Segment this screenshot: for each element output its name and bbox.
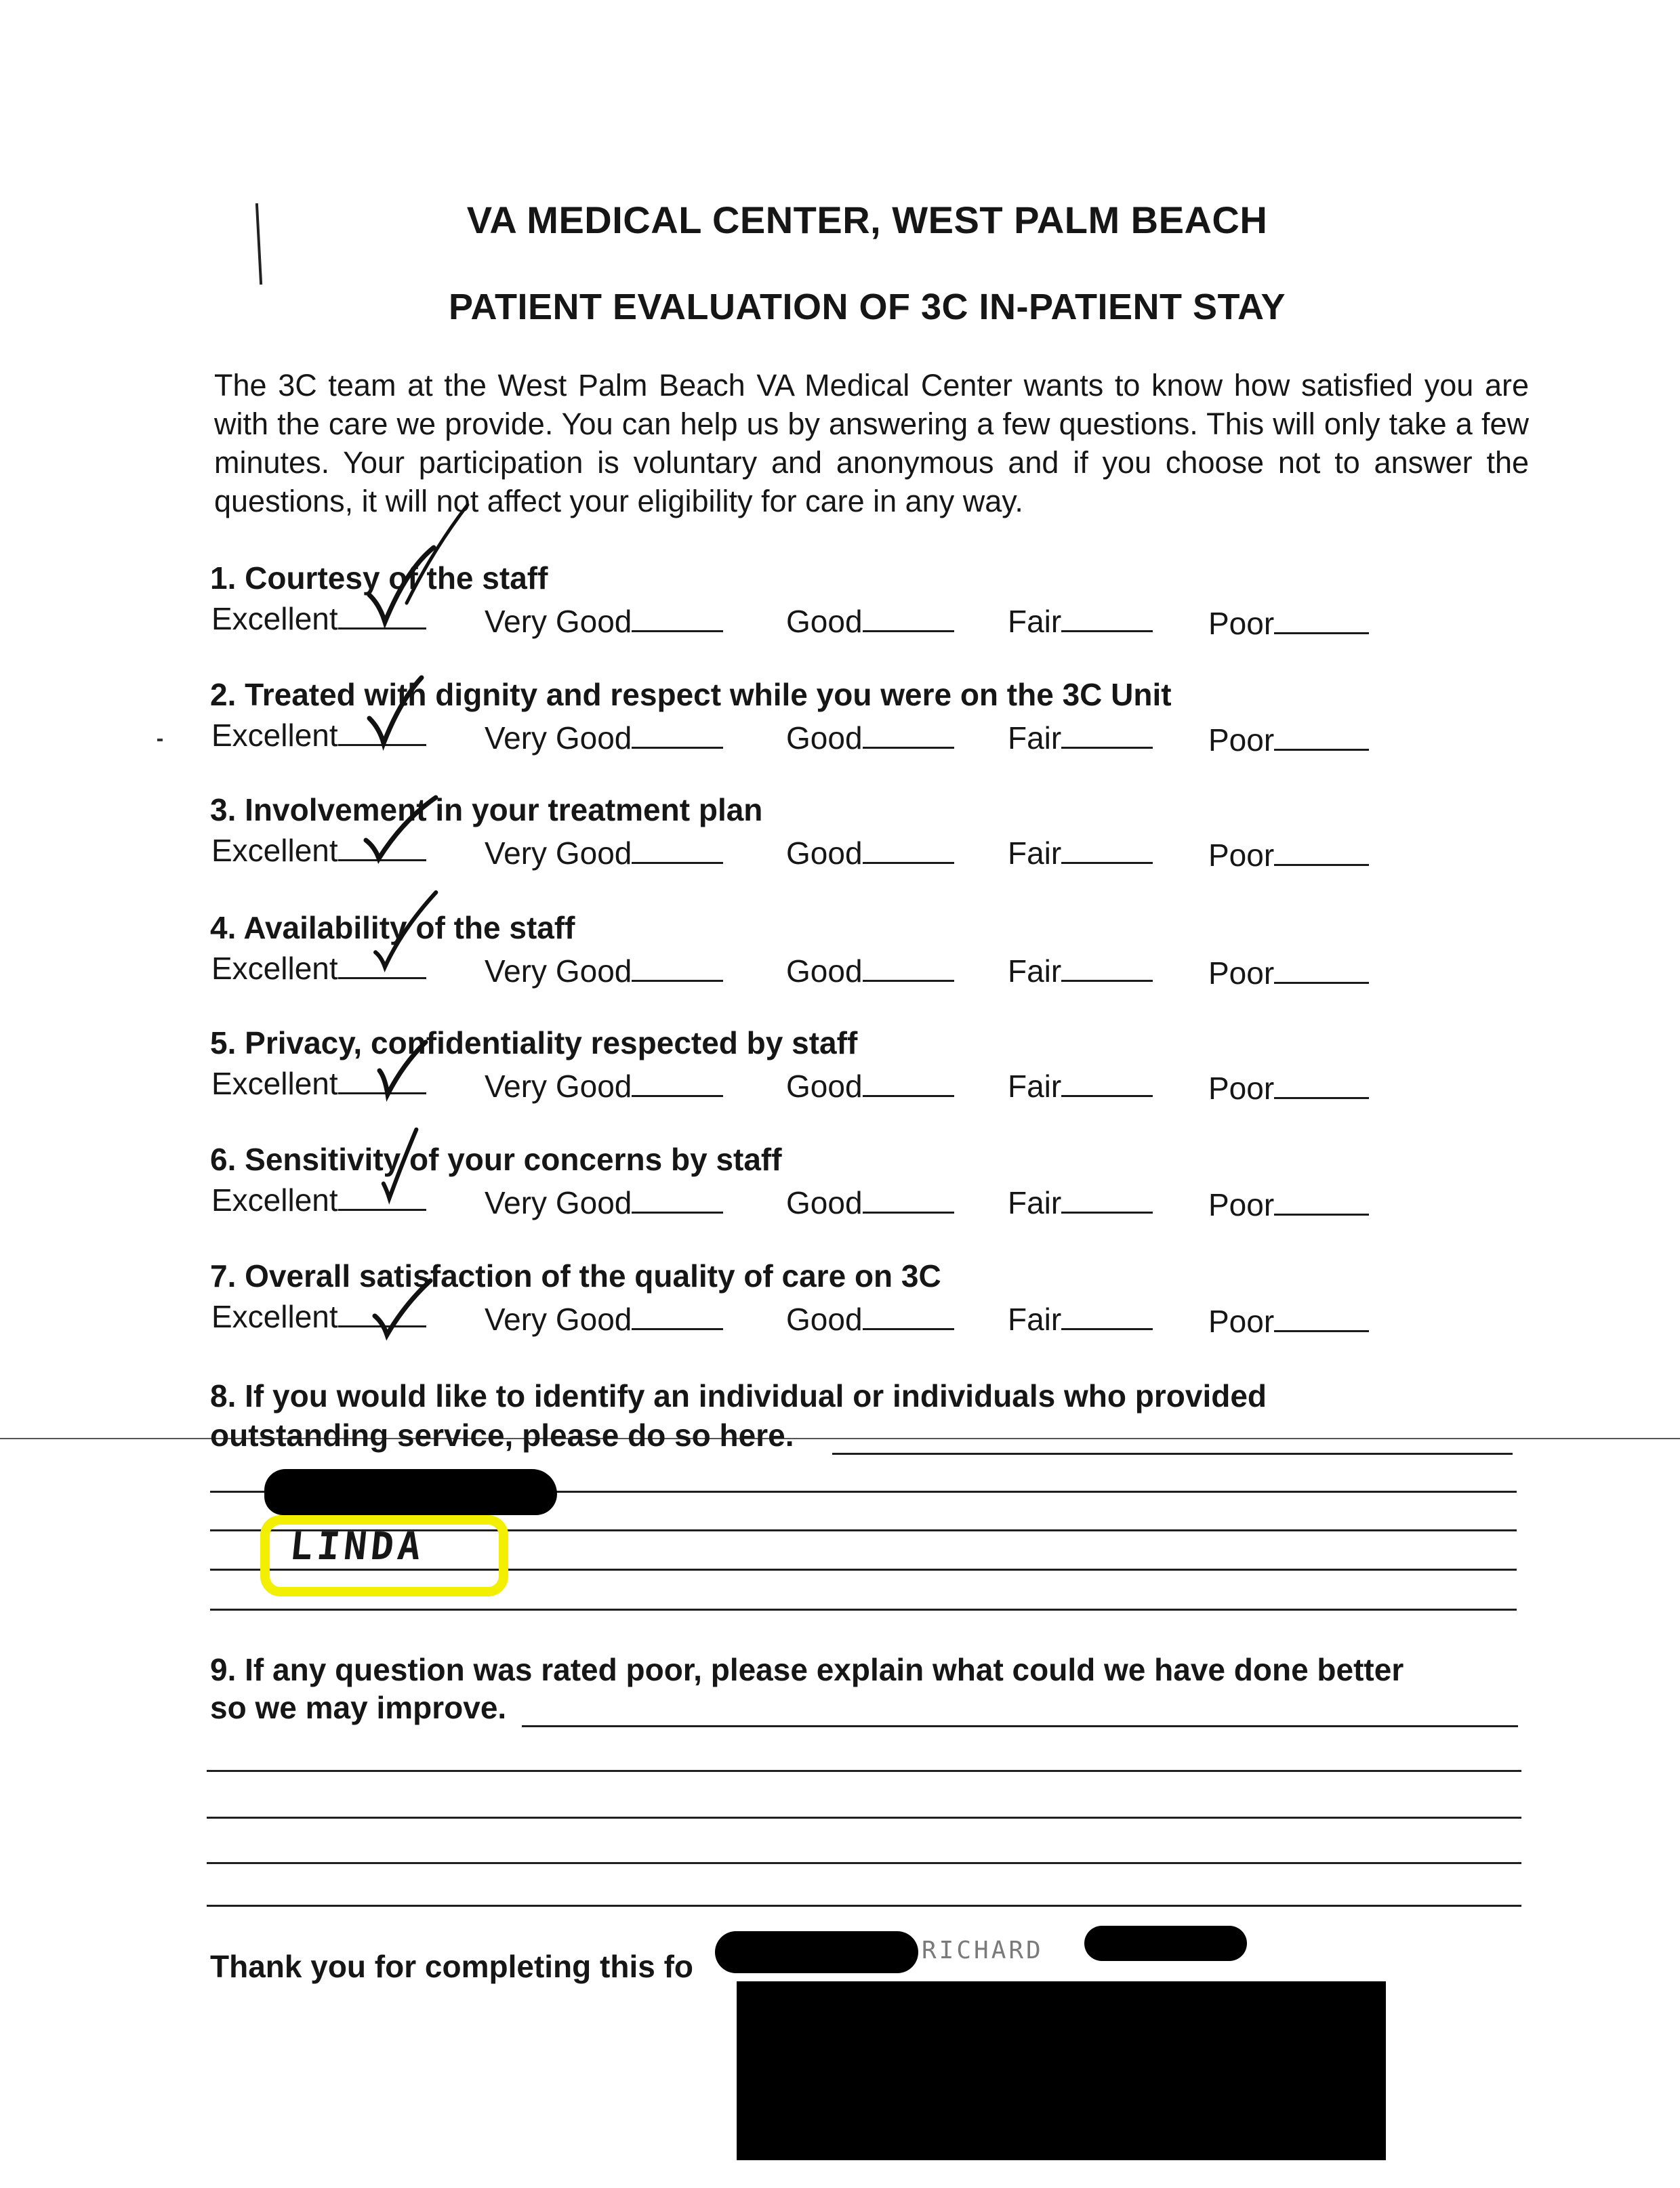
q3-poor[interactable] [1208,837,1369,873]
option-label: Very Good [485,1185,632,1220]
answer-line[interactable] [832,1453,1513,1455]
form-subtitle: PATIENT EVALUATION OF 3C IN-PATIENT STAY [448,287,1286,327]
option-label: Poor [1208,722,1275,758]
question-1-label: 1. Courtesy of the staff [210,560,548,596]
answer-line[interactable] [207,1817,1521,1819]
checkmark-icon [366,1030,454,1118]
q6-poor[interactable] [1208,1186,1369,1223]
question-2-label: 2. Treated with dignity and respect while you were on the 3C Unit [210,677,1172,712]
option-label: Excellent [211,1182,338,1218]
option-label: Good [786,604,863,639]
redaction-bar [715,1931,918,1973]
question-5-label: 5. Privacy, confidentiality respected by staff [210,1025,858,1060]
q6-very-good[interactable] [485,1184,723,1221]
option-label: Poor [1208,1304,1275,1339]
form-title: VA MEDICAL CENTER, WEST PALM BEACH [466,199,1268,241]
q7-poor[interactable] [1208,1303,1369,1340]
question-9-line-1: 9. If any question was rated poor, please explain what could we have done better [210,1652,1404,1687]
q6-fair[interactable] [1008,1184,1153,1221]
answer-line[interactable] [522,1725,1518,1727]
checkmark-icon [363,888,451,976]
thank-you-text: Thank you for completing this fo [210,1949,693,1984]
q1-good[interactable] [786,603,954,640]
option-label: Excellent [211,951,338,986]
checkmark-icon [363,1267,451,1355]
q1-very-good[interactable] [485,603,723,640]
q7-fair[interactable] [1008,1301,1153,1338]
option-label: Excellent [211,1299,338,1334]
stamp-name: RICHARD [922,1937,1044,1964]
question-8-line-2: outstanding service, please do so here. [210,1418,794,1453]
question-4-label: 4. Availability of the staff [210,910,575,945]
handwritten-answer: LINDA [287,1525,427,1569]
option-label: Excellent [211,833,338,868]
answer-line[interactable] [207,1770,1521,1772]
option-label: Very Good [485,720,632,756]
q1-fair[interactable] [1008,603,1153,640]
q4-fair[interactable] [1008,953,1153,989]
option-label: Very Good [485,604,632,639]
question-7-label: 7. Overall satisfaction of the quality of care on 3C [210,1258,941,1294]
option-label: Poor [1208,955,1275,991]
q3-fair[interactable] [1008,835,1153,871]
redaction-bar [264,1469,557,1515]
q5-good[interactable] [786,1068,954,1105]
q5-poor[interactable] [1208,1070,1369,1107]
question-3-label: 3. Involvement in your treatment plan [210,792,763,827]
option-label: Fair [1008,720,1062,756]
q4-very-good[interactable] [485,953,723,989]
option-label: Poor [1208,1071,1275,1106]
option-label: Good [786,1302,863,1337]
option-label: Fair [1008,835,1062,871]
q4-good[interactable] [786,953,954,989]
q3-good[interactable] [786,835,954,871]
q2-good[interactable] [786,720,954,756]
checkmark-icon [359,667,447,756]
option-label: Good [786,835,863,871]
option-label: Good [786,1069,863,1104]
redaction-bar [1084,1926,1247,1961]
option-label: Excellent [211,718,338,753]
option-label: Good [786,953,863,989]
option-label: Good [786,720,863,756]
option-label: Fair [1008,604,1062,639]
q6-good[interactable] [786,1184,954,1221]
option-label: Fair [1008,1185,1062,1220]
redaction-block [737,1981,1386,2160]
option-label: Poor [1208,838,1275,873]
option-label: Very Good [485,953,632,989]
answer-line[interactable] [207,1905,1521,1907]
option-label: Excellent [211,1066,338,1101]
option-label: Excellent [211,601,338,636]
q2-fair[interactable] [1008,720,1153,756]
option-label: Poor [1208,1187,1275,1222]
question-9-line-2: so we may improve. [210,1690,507,1725]
checkmark-icon [356,783,444,871]
question-6-label: 6. Sensitivity of your concerns by staff [210,1142,782,1177]
checkmark-icon [369,1125,457,1213]
q7-good[interactable] [786,1301,954,1338]
q1-poor[interactable] [1208,605,1369,642]
q7-very-good[interactable] [485,1301,723,1338]
q3-very-good[interactable] [485,835,723,871]
checkmark-tail-icon [400,501,474,610]
q2-poor[interactable] [1208,722,1369,758]
option-label: Very Good [485,1069,632,1104]
intro-paragraph: The 3C team at the West Palm Beach VA Medical Center wants to know how satisfied you are with the care we provide. You can help us by answering a few questions. This will only take a few minutes. Your participation is voluntary and anonymous and if you choose not to answer the questions, it will not affect your eligibility for care in any way. [214,368,1529,518]
q2-very-good[interactable] [485,720,723,756]
option-label: Good [786,1185,863,1220]
option-label: Poor [1208,606,1275,641]
option-label: Fair [1008,1302,1062,1337]
answer-line[interactable] [207,1862,1521,1864]
answer-line[interactable] [210,1609,1517,1611]
option-label: Very Good [485,835,632,871]
q5-very-good[interactable] [485,1068,723,1105]
q5-fair[interactable] [1008,1068,1153,1105]
option-label: Very Good [485,1302,632,1337]
scan-speck [157,739,163,741]
q4-poor[interactable] [1208,955,1369,991]
option-label: Fair [1008,953,1062,989]
question-8-line-1: 8. If you would like to identify an individual or individuals who provided [210,1378,1267,1413]
option-label: Fair [1008,1069,1062,1104]
